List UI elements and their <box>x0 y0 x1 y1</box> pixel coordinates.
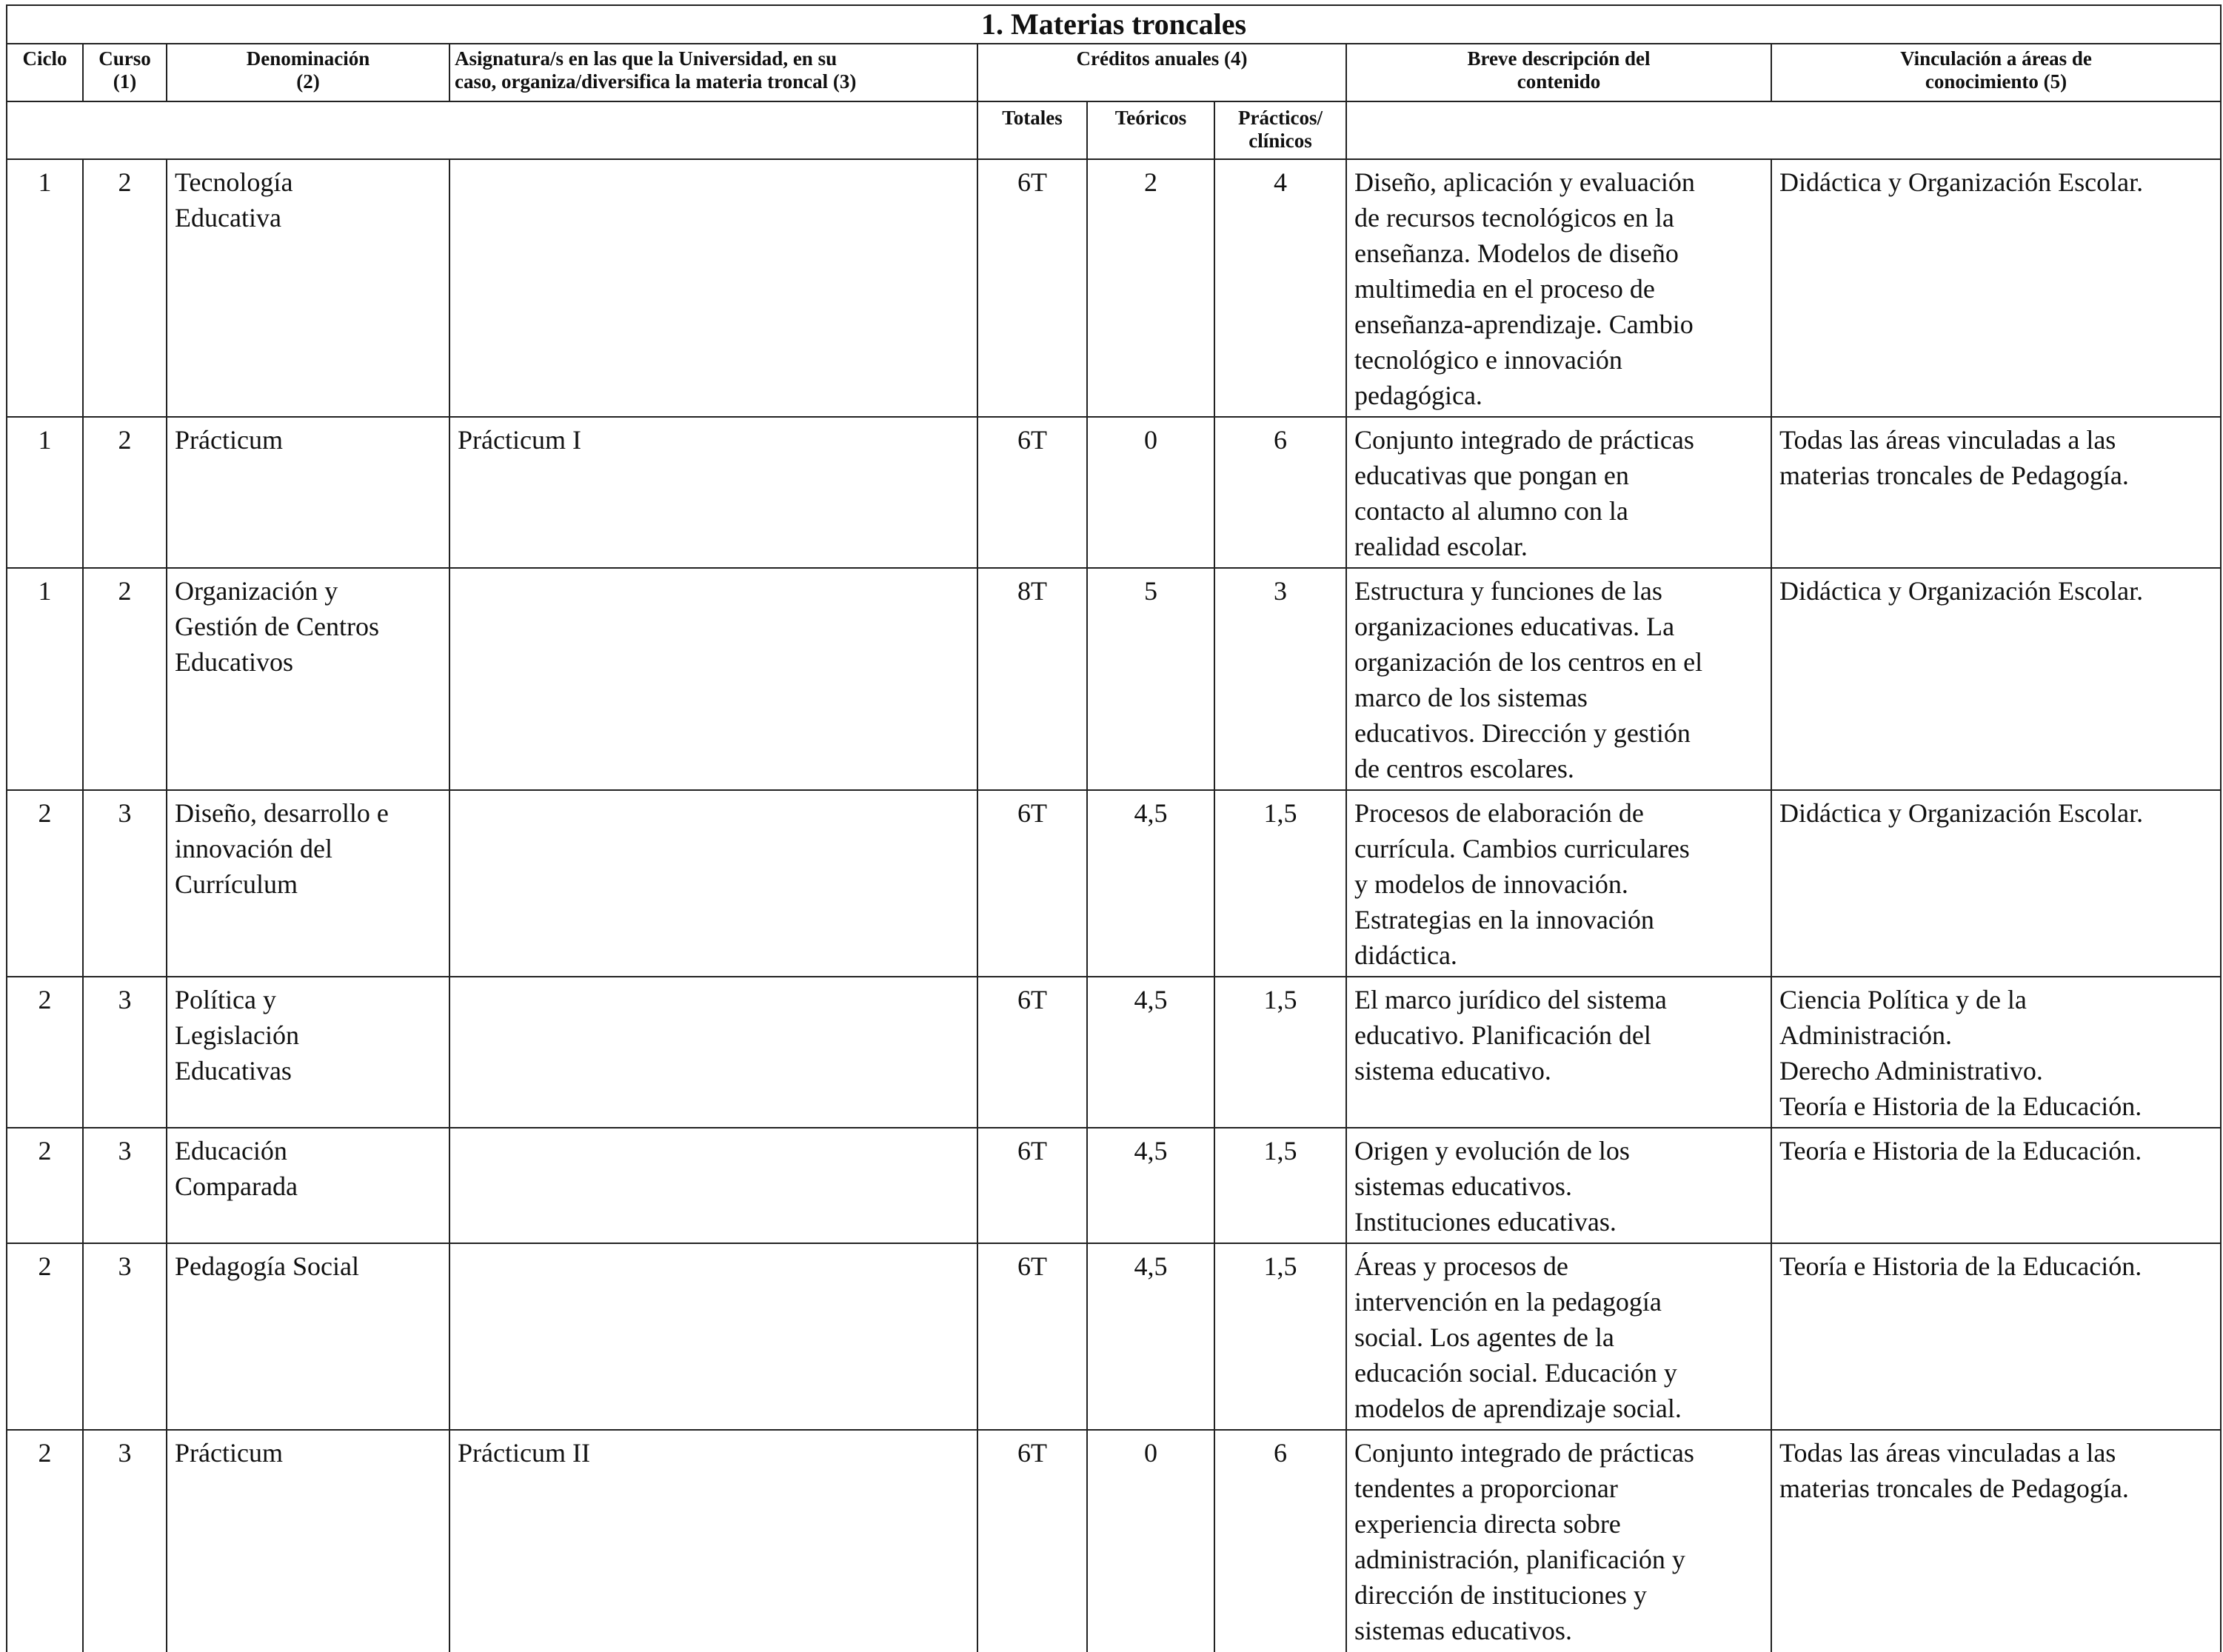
cell-descripcion-line: de centros escolares. <box>1354 754 1574 783</box>
subheader-blank-left <box>7 101 977 159</box>
cell-descripcion-line: pedagógica. <box>1354 381 1482 410</box>
header-denominacion: Denominación (2) <box>167 44 449 101</box>
cell-descripcion-line: educativas que pongan en <box>1354 461 1629 490</box>
cell-denominacion-line: Política y <box>175 985 276 1014</box>
cell-descripcion-line: enseñanza-aprendizaje. Cambio <box>1354 310 1694 339</box>
cell-denominacion-line: Educación <box>175 1136 287 1166</box>
cell-descripcion-line: administración, planificación y <box>1354 1545 1685 1574</box>
cell-totales: 6T <box>977 1243 1087 1430</box>
cell-denominacion-line: Educativos <box>175 647 293 677</box>
cell-descripcion-line: sistemas educativos. <box>1354 1171 1572 1201</box>
cell-vinculacion-line: Teoría e Historia de la Educación. <box>1779 1091 2142 1121</box>
cell-descripcion-line: Diseño, aplicación y evaluación <box>1354 167 1695 197</box>
cell-teoricos: 0 <box>1087 1430 1214 1652</box>
cell-descripcion <box>1346 790 1771 977</box>
cell-ciclo: 1 <box>7 159 83 417</box>
cell-totales: 6T <box>977 417 1087 568</box>
cell-practicos: 3 <box>1214 568 1346 790</box>
table-row <box>7 417 2221 568</box>
cell-asignatura: Prácticum I <box>449 417 977 568</box>
subheader-teoricos: Teóricos <box>1087 101 1214 159</box>
cell-denominacion-line: Prácticum <box>175 425 283 455</box>
cell-vinculacion-line: Administración. <box>1779 1020 1952 1050</box>
cell-denominacion <box>167 417 449 568</box>
cell-descripcion-line: enseñanza. Modelos de diseño <box>1354 238 1679 268</box>
cell-vinculacion-line: Didáctica y Organización Escolar. <box>1779 798 2144 828</box>
cell-teoricos: 4,5 <box>1087 1243 1214 1430</box>
cell-denominacion <box>167 790 449 977</box>
table-title: 1. Materias troncales <box>7 5 2221 44</box>
cell-ciclo: 2 <box>7 1128 83 1243</box>
cell-vinculacion-line: Didáctica y Organización Escolar. <box>1779 576 2144 606</box>
header-curso: Curso (1) <box>83 44 167 101</box>
cell-descripcion-line: Instituciones educativas. <box>1354 1207 1617 1237</box>
cell-denominacion <box>167 1128 449 1243</box>
cell-asignatura <box>449 159 977 417</box>
cell-descripcion-line: organizaciones educativas. La <box>1354 612 1675 641</box>
cell-vinculacion-line: Teoría e Historia de la Educación. <box>1779 1136 2142 1166</box>
header-descripcion: Breve descripción del contenido <box>1346 44 1771 101</box>
cell-denominacion-line: Educativas <box>175 1056 292 1086</box>
cell-vinculacion <box>1771 790 2221 977</box>
cell-denominacion <box>167 159 449 417</box>
cell-asignatura <box>449 568 977 790</box>
cell-denominacion-line: innovación del <box>175 834 332 863</box>
cell-descripcion-line: experiencia directa sobre <box>1354 1509 1621 1539</box>
cell-denominacion <box>167 568 449 790</box>
cell-vinculacion-line: materias troncales de Pedagogía. <box>1779 461 2129 490</box>
cell-descripcion-line: El marco jurídico del sistema <box>1354 985 1667 1014</box>
cell-denominacion <box>167 1430 449 1652</box>
cell-practicos: 1,5 <box>1214 977 1346 1128</box>
materias-troncales-table <box>6 4 2222 1652</box>
cell-denominacion-line: Prácticum <box>175 1438 283 1468</box>
cell-descripcion-line: y modelos de innovación. <box>1354 869 1628 899</box>
cell-descripcion-line: educación social. Educación y <box>1354 1358 1677 1388</box>
header-ciclo: Ciclo <box>7 44 83 101</box>
cell-descripcion-line: Origen y evolución de los <box>1354 1136 1630 1166</box>
cell-totales: 6T <box>977 790 1087 977</box>
cell-descripcion-line: sistema educativo. <box>1354 1056 1551 1086</box>
cell-denominacion-line: Educativa <box>175 203 281 233</box>
table-body <box>7 159 2221 1652</box>
cell-descripcion-line: dirección de instituciones y <box>1354 1580 1647 1610</box>
cell-vinculacion-line: Todas las áreas vinculadas a las <box>1779 1438 2116 1468</box>
table-row <box>7 977 2221 1128</box>
subheader-blank-right <box>1346 101 2221 159</box>
cell-teoricos: 4,5 <box>1087 977 1214 1128</box>
cell-vinculacion-line: Derecho Administrativo. <box>1779 1056 2043 1086</box>
table-row <box>7 568 2221 790</box>
cell-descripcion-line: tendentes a proporcionar <box>1354 1474 1618 1503</box>
cell-totales: 6T <box>977 977 1087 1128</box>
cell-curso: 3 <box>83 790 167 977</box>
header-asignatura: Asignatura/s en las que la Universidad, en su caso, organiza/diversifica la materia troncal (3) <box>449 44 977 101</box>
cell-vinculacion <box>1771 568 2221 790</box>
cell-curso: 2 <box>83 159 167 417</box>
cell-ciclo: 2 <box>7 1430 83 1652</box>
cell-descripcion-line: Estrategias en la innovación <box>1354 905 1654 934</box>
cell-vinculacion <box>1771 1430 2221 1652</box>
subheader-practicos: Prácticos/ clínicos <box>1214 101 1346 159</box>
cell-practicos: 6 <box>1214 417 1346 568</box>
cell-asignatura <box>449 1128 977 1243</box>
table-row <box>7 790 2221 977</box>
cell-curso: 3 <box>83 1128 167 1243</box>
cell-denominacion-line: Gestión de Centros <box>175 612 379 641</box>
cell-teoricos: 4,5 <box>1087 1128 1214 1243</box>
cell-vinculacion <box>1771 159 2221 417</box>
cell-totales: 6T <box>977 1128 1087 1243</box>
cell-teoricos: 2 <box>1087 159 1214 417</box>
cell-practicos: 1,5 <box>1214 790 1346 977</box>
table-row <box>7 1128 2221 1243</box>
cell-descripcion <box>1346 977 1771 1128</box>
cell-curso: 2 <box>83 417 167 568</box>
cell-descripcion-line: contacto al alumno con la <box>1354 496 1628 526</box>
cell-vinculacion <box>1771 1128 2221 1243</box>
cell-descripcion <box>1346 1430 1771 1652</box>
cell-descripcion <box>1346 1243 1771 1430</box>
cell-denominacion-line: Pedagogía Social <box>175 1251 359 1281</box>
cell-teoricos: 0 <box>1087 417 1214 568</box>
cell-descripcion-line: educativo. Planificación del <box>1354 1020 1651 1050</box>
cell-curso: 3 <box>83 977 167 1128</box>
cell-asignatura <box>449 977 977 1128</box>
cell-teoricos: 4,5 <box>1087 790 1214 977</box>
table-row <box>7 1430 2221 1652</box>
cell-descripcion-line: multimedia en el proceso de <box>1354 274 1655 304</box>
cell-descripcion <box>1346 568 1771 790</box>
cell-ciclo: 1 <box>7 568 83 790</box>
cell-curso: 3 <box>83 1430 167 1652</box>
document-page <box>6 4 2220 1652</box>
cell-denominacion-line: Organización y <box>175 576 338 606</box>
cell-descripcion-line: marco de los sistemas <box>1354 683 1588 712</box>
cell-descripcion-line: currícula. Cambios curriculares <box>1354 834 1690 863</box>
cell-descripcion-line: educativos. Dirección y gestión <box>1354 718 1691 748</box>
cell-descripcion-line: organización de los centros en el <box>1354 647 1703 677</box>
cell-descripcion <box>1346 417 1771 568</box>
cell-denominacion-line: Legislación <box>175 1020 299 1050</box>
cell-descripcion-line: Áreas y procesos de <box>1354 1251 1568 1281</box>
table-row <box>7 1243 2221 1430</box>
cell-vinculacion <box>1771 1243 2221 1430</box>
cell-descripcion-line: Procesos de elaboración de <box>1354 798 1644 828</box>
cell-denominacion-line: Currículum <box>175 869 298 899</box>
cell-asignatura <box>449 790 977 977</box>
cell-descripcion-line: intervención en la pedagogía <box>1354 1287 1662 1317</box>
cell-denominacion-line: Diseño, desarrollo e <box>175 798 389 828</box>
cell-descripcion-line: de recursos tecnológicos en la <box>1354 203 1674 233</box>
cell-descripcion-line: sistemas educativos. <box>1354 1616 1572 1645</box>
header-vinculacion: Vinculación a áreas de conocimiento (5) <box>1771 44 2221 101</box>
cell-descripcion-line: social. Los agentes de la <box>1354 1322 1614 1352</box>
cell-vinculacion-line: materias troncales de Pedagogía. <box>1779 1474 2129 1503</box>
cell-totales: 8T <box>977 568 1087 790</box>
cell-vinculacion-line: Todas las áreas vinculadas a las <box>1779 425 2116 455</box>
cell-practicos: 4 <box>1214 159 1346 417</box>
cell-practicos: 1,5 <box>1214 1243 1346 1430</box>
cell-ciclo: 1 <box>7 417 83 568</box>
subheader-totales: Totales <box>977 101 1087 159</box>
cell-descripcion <box>1346 1128 1771 1243</box>
cell-descripcion-line: didáctica. <box>1354 940 1457 970</box>
cell-descripcion-line: Estructura y funciones de las <box>1354 576 1662 606</box>
cell-descripcion-line: realidad escolar. <box>1354 532 1528 561</box>
cell-descripcion-line: modelos de aprendizaje social. <box>1354 1394 1682 1423</box>
cell-curso: 2 <box>83 568 167 790</box>
cell-vinculacion <box>1771 417 2221 568</box>
cell-curso: 3 <box>83 1243 167 1430</box>
cell-ciclo: 2 <box>7 977 83 1128</box>
cell-descripcion-line: Conjunto integrado de prácticas <box>1354 1438 1694 1468</box>
cell-vinculacion-line: Teoría e Historia de la Educación. <box>1779 1251 2142 1281</box>
cell-descripcion <box>1346 159 1771 417</box>
cell-ciclo: 2 <box>7 1243 83 1430</box>
cell-denominacion-line: Tecnología <box>175 167 293 197</box>
cell-descripcion-line: tecnológico e innovación <box>1354 345 1622 375</box>
cell-teoricos: 5 <box>1087 568 1214 790</box>
cell-vinculacion <box>1771 977 2221 1128</box>
cell-asignatura <box>449 1243 977 1430</box>
cell-ciclo: 2 <box>7 790 83 977</box>
cell-denominacion <box>167 1243 449 1430</box>
cell-denominacion <box>167 977 449 1128</box>
cell-asignatura: Prácticum II <box>449 1430 977 1652</box>
cell-vinculacion-line: Didáctica y Organización Escolar. <box>1779 167 2144 197</box>
cell-practicos: 1,5 <box>1214 1128 1346 1243</box>
cell-practicos: 6 <box>1214 1430 1346 1652</box>
cell-denominacion-line: Comparada <box>175 1171 298 1201</box>
cell-descripcion-line: Conjunto integrado de prácticas <box>1354 425 1694 455</box>
table-row <box>7 159 2221 417</box>
cell-totales: 6T <box>977 1430 1087 1652</box>
cell-totales: 6T <box>977 159 1087 417</box>
header-creditos: Créditos anuales (4) <box>977 44 1346 101</box>
cell-vinculacion-line: Ciencia Política y de la <box>1779 985 2027 1014</box>
